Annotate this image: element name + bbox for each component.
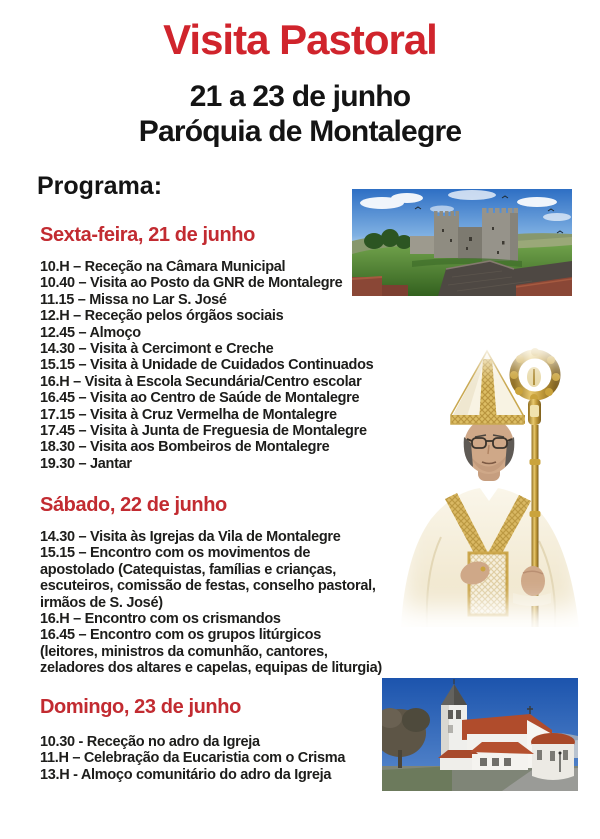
- bishop-illustration: [383, 341, 600, 627]
- schedule-line: 18.30 – Visita aos Bombeiros de Montalegre: [40, 439, 330, 456]
- schedule-line: 16.45 – Visita ao Centro de Saúde de Montalegre: [40, 390, 360, 407]
- schedule-line: 17.45 – Visita à Junta de Freguesia de Montalegre: [40, 423, 367, 440]
- schedule-line: 13.H - Almoço comunitário do adro da Igreja: [40, 766, 332, 783]
- subtitle-parish: Paróquia de Montalegre: [138, 115, 462, 148]
- schedule-line: 16.45 – Encontro com os grupos litúrgicos: [40, 627, 321, 644]
- schedule-line: apostolado (Catequistas, famílias e crianças,: [40, 561, 336, 578]
- friday-schedule: [40, 259, 373, 472]
- schedule-line: irmãos de S. José): [40, 594, 163, 611]
- castle-illustration: [352, 189, 572, 296]
- schedule-line: 11.H – Celebração da Eucaristia com o Crisma: [40, 750, 346, 767]
- schedule-line: 14.30 – Visita à Cercimont e Creche: [40, 341, 274, 358]
- apse: [531, 733, 575, 780]
- sunday-schedule: [40, 734, 345, 783]
- schedule-line: escuteiros, comissão de festas, conselho pastoral,: [40, 578, 376, 595]
- schedule-line: 16.H – Visita à Escola Secundária/Centro escolar: [40, 373, 362, 390]
- schedule-line: 14.30 – Visita às Igrejas da Vila de Montalegre: [40, 529, 341, 545]
- poster-subtitle: [0, 79, 600, 149]
- schedule-line: 15.15 – Encontro com os movimentos de: [40, 545, 311, 562]
- schedule-line: 15.15 – Visita à Unidade de Cuidados Continuados: [40, 357, 374, 374]
- schedule-line: 10.30 - Receção no adro da Igreja: [40, 734, 260, 750]
- schedule-line: (leitores, ministros da comunhão, cantores,: [40, 643, 328, 660]
- bishop-with-crosier-photo: [383, 341, 600, 627]
- montalegre-church-photo: [382, 678, 578, 791]
- schedule-line: 19.30 – Jantar: [40, 455, 132, 472]
- church-illustration: [382, 678, 578, 791]
- friday-heading: Sexta-feira, 21 de junho: [40, 224, 255, 246]
- schedule-line: 11.15 – Missa no Lar S. José: [40, 291, 227, 308]
- poster-title: Visita Pastoral: [163, 16, 437, 63]
- montalegre-castle-photo: [352, 189, 572, 296]
- schedule-line: 10.40 – Visita ao Posto da GNR de Montalegre: [40, 275, 343, 292]
- schedule-line: 10.H – Receção na Câmara Municipal: [40, 259, 286, 275]
- schedule-line: 12.45 – Almoço: [40, 324, 141, 341]
- schedule-line: 16.H – Encontro com os crismandos: [40, 611, 281, 628]
- subtitle-dates: 21 a 23 de junho: [189, 80, 411, 113]
- program-heading: Programa:: [37, 172, 163, 200]
- schedule-line: zeladores dos altares e capelas, equipas de liturgia): [40, 660, 382, 677]
- saturday-schedule: [40, 529, 382, 677]
- saturday-heading: Sábado, 22 de junho: [40, 494, 227, 516]
- schedule-line: 17.15 – Visita à Cruz Vermelha de Montalegre: [40, 406, 337, 423]
- sunday-heading: Domingo, 23 de junho: [40, 696, 241, 718]
- schedule-line: 12.H – Receção pelos órgãos sociais: [40, 308, 284, 325]
